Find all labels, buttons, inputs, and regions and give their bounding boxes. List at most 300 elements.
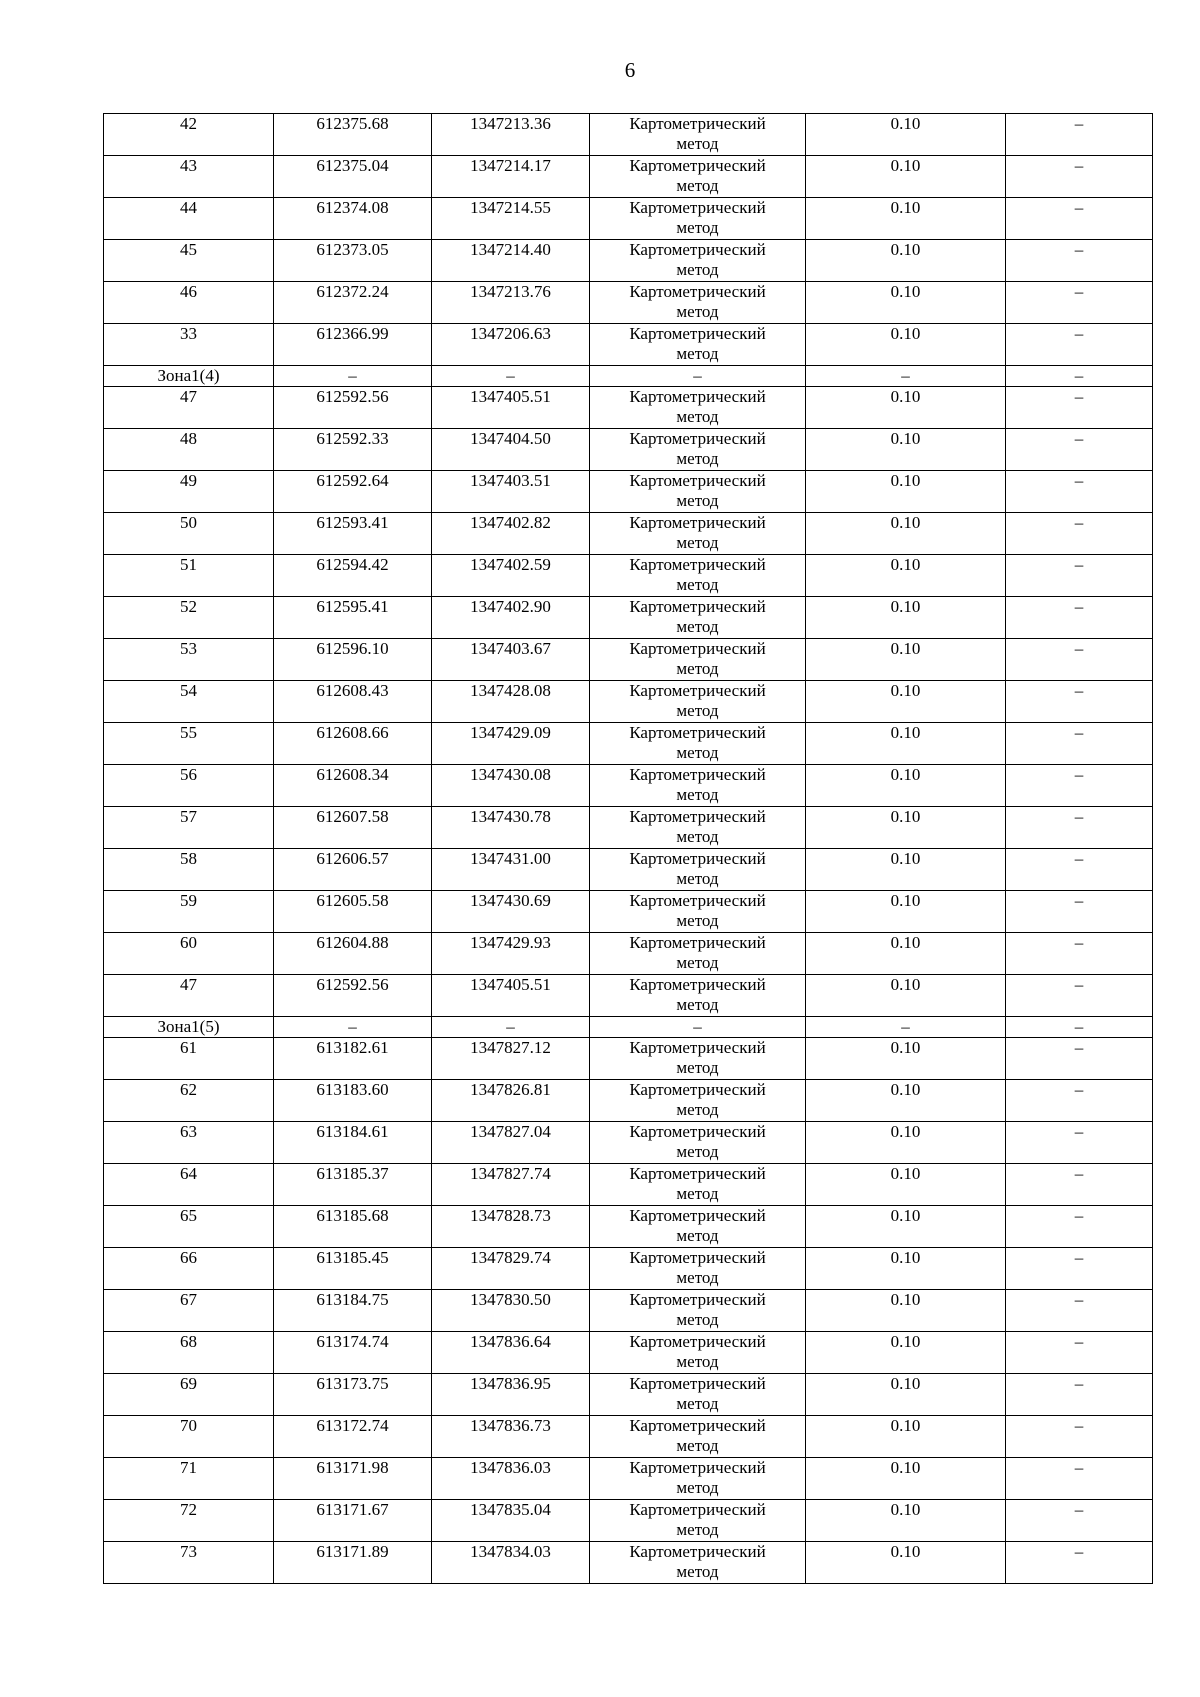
y-coordinate-cell: 1347836.03 [432,1458,590,1500]
method-cell [590,1374,806,1416]
method-line-2: метод [676,1184,719,1203]
table-row [104,198,1153,240]
method-cell [590,324,806,366]
method-line-1: Картометрический [629,681,766,700]
note-cell: – [1006,1500,1153,1542]
note-cell: – [1006,1332,1153,1374]
y-coordinate-cell: 1347403.51 [432,471,590,513]
method-line-1: Картометрический [629,1542,766,1561]
point-number-cell: 43 [104,156,274,198]
point-number-cell: 47 [104,387,274,429]
y-coordinate-cell: 1347428.08 [432,681,590,723]
x-coordinate-cell: 613185.45 [274,1248,432,1290]
y-coordinate-cell: 1347404.50 [432,429,590,471]
method-line-2: метод [676,911,719,930]
table-row [104,324,1153,366]
table-row [104,1206,1153,1248]
y-coordinate-cell: 1347835.04 [432,1500,590,1542]
x-coordinate-cell: 612373.05 [274,240,432,282]
point-number-cell: 65 [104,1206,274,1248]
method-cell [590,639,806,681]
method-line-1: Картометрический [629,156,766,175]
zone-label: Зона1(5) [104,1017,274,1038]
point-number-cell: 44 [104,198,274,240]
zone-dash-cell: – [1006,1017,1153,1038]
accuracy-cell: 0.10 [806,1206,1006,1248]
zone-header-row [104,1017,1153,1038]
note-cell: – [1006,555,1153,597]
x-coordinate-cell: 612607.58 [274,807,432,849]
note-cell: – [1006,1122,1153,1164]
table-row [104,282,1153,324]
method-line-2: метод [676,302,719,321]
method-cell [590,1080,806,1122]
method-line-2: метод [676,260,719,279]
table-row [104,849,1153,891]
note-cell: – [1006,114,1153,156]
table-body [104,114,1153,1584]
method-line-1: Картометрический [629,807,766,826]
y-coordinate-cell: 1347826.81 [432,1080,590,1122]
x-coordinate-cell: 613183.60 [274,1080,432,1122]
zone-dash-cell: – [590,1017,806,1038]
method-cell [590,198,806,240]
method-line-1: Картометрический [629,1416,766,1435]
method-line-1: Картометрический [629,429,766,448]
x-coordinate-cell: 613184.61 [274,1122,432,1164]
x-coordinate-cell: 612596.10 [274,639,432,681]
note-cell: – [1006,1080,1153,1122]
point-number-cell: 52 [104,597,274,639]
method-cell [590,1500,806,1542]
method-line-2: метод [676,1142,719,1161]
accuracy-cell: 0.10 [806,429,1006,471]
method-cell [590,1542,806,1584]
method-line-2: метод [676,491,719,510]
x-coordinate-cell: 613182.61 [274,1038,432,1080]
method-cell [590,1458,806,1500]
method-line-1: Картометрический [629,198,766,217]
y-coordinate-cell: 1347827.04 [432,1122,590,1164]
accuracy-cell: 0.10 [806,1458,1006,1500]
accuracy-cell: 0.10 [806,597,1006,639]
note-cell: – [1006,597,1153,639]
method-line-1: Картометрический [629,1458,766,1477]
table-row [104,1458,1153,1500]
table-row [104,1164,1153,1206]
note-cell: – [1006,1248,1153,1290]
x-coordinate-cell: 612605.58 [274,891,432,933]
method-cell [590,975,806,1017]
method-cell [590,765,806,807]
method-cell [590,723,806,765]
table-row [104,1248,1153,1290]
method-line-1: Картометрический [629,891,766,910]
point-number-cell: 42 [104,114,274,156]
method-cell [590,387,806,429]
accuracy-cell: 0.10 [806,1374,1006,1416]
method-cell [590,849,806,891]
note-cell: – [1006,723,1153,765]
method-cell [590,1248,806,1290]
x-coordinate-cell: 613184.75 [274,1290,432,1332]
method-cell [590,1164,806,1206]
method-line-1: Картометрический [629,324,766,343]
method-cell [590,1038,806,1080]
zone-dash-cell: – [1006,366,1153,387]
y-coordinate-cell: 1347429.09 [432,723,590,765]
note-cell: – [1006,387,1153,429]
method-line-2: метод [676,1058,719,1077]
y-coordinate-cell: 1347830.50 [432,1290,590,1332]
note-cell: – [1006,933,1153,975]
zone-header-row [104,366,1153,387]
method-cell [590,156,806,198]
table-row [104,1500,1153,1542]
zone-dash-cell: – [432,1017,590,1038]
method-cell [590,429,806,471]
note-cell: – [1006,1416,1153,1458]
method-cell [590,933,806,975]
method-line-1: Картометрический [629,513,766,532]
x-coordinate-cell: 612593.41 [274,513,432,555]
y-coordinate-cell: 1347430.69 [432,891,590,933]
y-coordinate-cell: 1347836.64 [432,1332,590,1374]
y-coordinate-cell: 1347214.17 [432,156,590,198]
table-row [104,429,1153,471]
accuracy-cell: 0.10 [806,1248,1006,1290]
method-line-1: Картометрический [629,1332,766,1351]
x-coordinate-cell: 612375.68 [274,114,432,156]
method-line-1: Картометрический [629,282,766,301]
point-number-cell: 50 [104,513,274,555]
point-number-cell: 68 [104,1332,274,1374]
method-line-2: метод [676,575,719,594]
table-row [104,807,1153,849]
zone-label: Зона1(4) [104,366,274,387]
method-line-2: метод [676,785,719,804]
point-number-cell: 60 [104,933,274,975]
table-row [104,975,1153,1017]
accuracy-cell: 0.10 [806,975,1006,1017]
point-number-cell: 54 [104,681,274,723]
x-coordinate-cell: 613185.68 [274,1206,432,1248]
y-coordinate-cell: 1347827.74 [432,1164,590,1206]
y-coordinate-cell: 1347430.78 [432,807,590,849]
accuracy-cell: 0.10 [806,681,1006,723]
table-row [104,555,1153,597]
zone-dash-cell: – [806,366,1006,387]
x-coordinate-cell: 612592.56 [274,387,432,429]
point-number-cell: 59 [104,891,274,933]
x-coordinate-cell: 612606.57 [274,849,432,891]
method-line-1: Картометрический [629,975,766,994]
x-coordinate-cell: 612594.42 [274,555,432,597]
x-coordinate-cell: 612604.88 [274,933,432,975]
method-line-1: Картометрический [629,114,766,133]
accuracy-cell: 0.10 [806,1290,1006,1332]
note-cell: – [1006,429,1153,471]
x-coordinate-cell: 612592.33 [274,429,432,471]
point-number-cell: 72 [104,1500,274,1542]
y-coordinate-cell: 1347430.08 [432,765,590,807]
x-coordinate-cell: 613174.74 [274,1332,432,1374]
table-row [104,765,1153,807]
method-cell [590,471,806,513]
accuracy-cell: 0.10 [806,324,1006,366]
y-coordinate-cell: 1347827.12 [432,1038,590,1080]
coordinates-table [103,113,1153,1584]
point-number-cell: 71 [104,1458,274,1500]
method-cell [590,555,806,597]
method-line-1: Картометрический [629,471,766,490]
table-row [104,681,1153,723]
method-line-2: метод [676,743,719,762]
method-cell [590,681,806,723]
note-cell: – [1006,324,1153,366]
method-line-2: метод [676,953,719,972]
method-line-1: Картометрический [629,723,766,742]
point-number-cell: 55 [104,723,274,765]
point-number-cell: 62 [104,1080,274,1122]
point-number-cell: 57 [104,807,274,849]
table-row [104,156,1153,198]
y-coordinate-cell: 1347836.73 [432,1416,590,1458]
method-cell [590,1290,806,1332]
method-cell [590,807,806,849]
x-coordinate-cell: 613171.67 [274,1500,432,1542]
y-coordinate-cell: 1347834.03 [432,1542,590,1584]
y-coordinate-cell: 1347214.55 [432,198,590,240]
table-row [104,1080,1153,1122]
method-line-2: метод [676,1562,719,1581]
method-line-2: метод [676,869,719,888]
method-line-1: Картометрический [629,1164,766,1183]
method-line-1: Картометрический [629,639,766,658]
point-number-cell: 48 [104,429,274,471]
y-coordinate-cell: 1347828.73 [432,1206,590,1248]
table-row [104,1416,1153,1458]
x-coordinate-cell: 613172.74 [274,1416,432,1458]
table-row [104,240,1153,282]
method-line-2: метод [676,1520,719,1539]
table-row [104,639,1153,681]
note-cell: – [1006,282,1153,324]
accuracy-cell: 0.10 [806,849,1006,891]
point-number-cell: 47 [104,975,274,1017]
method-line-2: метод [676,134,719,153]
method-line-2: метод [676,617,719,636]
point-number-cell: 73 [104,1542,274,1584]
accuracy-cell: 0.10 [806,765,1006,807]
table-row [104,933,1153,975]
y-coordinate-cell: 1347405.51 [432,975,590,1017]
point-number-cell: 69 [104,1374,274,1416]
accuracy-cell: 0.10 [806,891,1006,933]
accuracy-cell: 0.10 [806,1500,1006,1542]
x-coordinate-cell: 612608.43 [274,681,432,723]
method-line-1: Картометрический [629,240,766,259]
point-number-cell: 53 [104,639,274,681]
accuracy-cell: 0.10 [806,1542,1006,1584]
method-line-1: Картометрический [629,933,766,952]
x-coordinate-cell: 612592.56 [274,975,432,1017]
point-number-cell: 64 [104,1164,274,1206]
note-cell: – [1006,681,1153,723]
point-number-cell: 56 [104,765,274,807]
point-number-cell: 51 [104,555,274,597]
method-line-1: Картометрический [629,1374,766,1393]
method-line-1: Картометрический [629,1500,766,1519]
zone-dash-cell: – [806,1017,1006,1038]
accuracy-cell: 0.10 [806,156,1006,198]
method-cell [590,1416,806,1458]
note-cell: – [1006,156,1153,198]
accuracy-cell: 0.10 [806,807,1006,849]
note-cell: – [1006,198,1153,240]
method-line-2: метод [676,1268,719,1287]
method-line-2: метод [676,1100,719,1119]
accuracy-cell: 0.10 [806,1122,1006,1164]
method-line-1: Картометрический [629,1122,766,1141]
accuracy-cell: 0.10 [806,387,1006,429]
table-row [104,387,1153,429]
method-cell [590,597,806,639]
note-cell: – [1006,891,1153,933]
zone-dash-cell: – [274,366,432,387]
accuracy-cell: 0.10 [806,240,1006,282]
table-row [104,513,1153,555]
method-cell [590,240,806,282]
method-line-2: метод [676,827,719,846]
x-coordinate-cell: 612375.04 [274,156,432,198]
y-coordinate-cell: 1347405.51 [432,387,590,429]
accuracy-cell: 0.10 [806,1164,1006,1206]
accuracy-cell: 0.10 [806,933,1006,975]
note-cell: – [1006,1290,1153,1332]
method-line-1: Картометрический [629,387,766,406]
y-coordinate-cell: 1347403.67 [432,639,590,681]
note-cell: – [1006,1542,1153,1584]
y-coordinate-cell: 1347402.82 [432,513,590,555]
y-coordinate-cell: 1347836.95 [432,1374,590,1416]
note-cell: – [1006,975,1153,1017]
point-number-cell: 61 [104,1038,274,1080]
method-cell [590,114,806,156]
method-line-2: метод [676,701,719,720]
note-cell: – [1006,1458,1153,1500]
method-line-1: Картометрический [629,597,766,616]
y-coordinate-cell: 1347206.63 [432,324,590,366]
accuracy-cell: 0.10 [806,198,1006,240]
accuracy-cell: 0.10 [806,1416,1006,1458]
accuracy-cell: 0.10 [806,114,1006,156]
note-cell: – [1006,240,1153,282]
accuracy-cell: 0.10 [806,282,1006,324]
note-cell: – [1006,1374,1153,1416]
method-line-2: метод [676,533,719,552]
x-coordinate-cell: 612608.34 [274,765,432,807]
method-cell [590,891,806,933]
table-row [104,1038,1153,1080]
method-line-1: Картометрический [629,1206,766,1225]
zone-dash-cell: – [590,366,806,387]
method-cell [590,1332,806,1374]
x-coordinate-cell: 612608.66 [274,723,432,765]
table-row [104,597,1153,639]
point-number-cell: 45 [104,240,274,282]
table-row [104,723,1153,765]
method-line-2: метод [676,659,719,678]
method-line-2: метод [676,218,719,237]
accuracy-cell: 0.10 [806,723,1006,765]
x-coordinate-cell: 612372.24 [274,282,432,324]
method-line-1: Картометрический [629,555,766,574]
method-line-2: метод [676,176,719,195]
table-row [104,1542,1153,1584]
method-line-1: Картометрический [629,1080,766,1099]
x-coordinate-cell: 613185.37 [274,1164,432,1206]
point-number-cell: 67 [104,1290,274,1332]
note-cell: – [1006,639,1153,681]
accuracy-cell: 0.10 [806,1080,1006,1122]
zone-dash-cell: – [274,1017,432,1038]
point-number-cell: 63 [104,1122,274,1164]
y-coordinate-cell: 1347402.90 [432,597,590,639]
x-coordinate-cell: 613171.98 [274,1458,432,1500]
x-coordinate-cell: 612592.64 [274,471,432,513]
accuracy-cell: 0.10 [806,1332,1006,1374]
note-cell: – [1006,513,1153,555]
y-coordinate-cell: 1347213.36 [432,114,590,156]
method-line-2: метод [676,449,719,468]
y-coordinate-cell: 1347213.76 [432,282,590,324]
method-cell [590,282,806,324]
table-row [104,1374,1153,1416]
x-coordinate-cell: 612595.41 [274,597,432,639]
method-line-1: Картометрический [629,1290,766,1309]
accuracy-cell: 0.10 [806,1038,1006,1080]
note-cell: – [1006,1206,1153,1248]
method-line-2: метод [676,407,719,426]
y-coordinate-cell: 1347214.40 [432,240,590,282]
method-line-2: метод [676,1352,719,1371]
method-line-1: Картометрический [629,765,766,784]
method-line-2: метод [676,995,719,1014]
method-cell [590,1122,806,1164]
method-cell [590,1206,806,1248]
note-cell: – [1006,471,1153,513]
point-number-cell: 70 [104,1416,274,1458]
method-line-2: метод [676,1478,719,1497]
table-row [104,114,1153,156]
method-line-2: метод [676,344,719,363]
method-line-2: метод [676,1436,719,1455]
method-line-2: метод [676,1226,719,1245]
accuracy-cell: 0.10 [806,513,1006,555]
method-line-2: метод [676,1310,719,1329]
x-coordinate-cell: 612374.08 [274,198,432,240]
method-line-1: Картометрический [629,1038,766,1057]
method-line-1: Картометрический [629,1248,766,1267]
note-cell: – [1006,807,1153,849]
point-number-cell: 66 [104,1248,274,1290]
table-row [104,471,1153,513]
note-cell: – [1006,765,1153,807]
x-coordinate-cell: 612366.99 [274,324,432,366]
note-cell: – [1006,849,1153,891]
note-cell: – [1006,1164,1153,1206]
